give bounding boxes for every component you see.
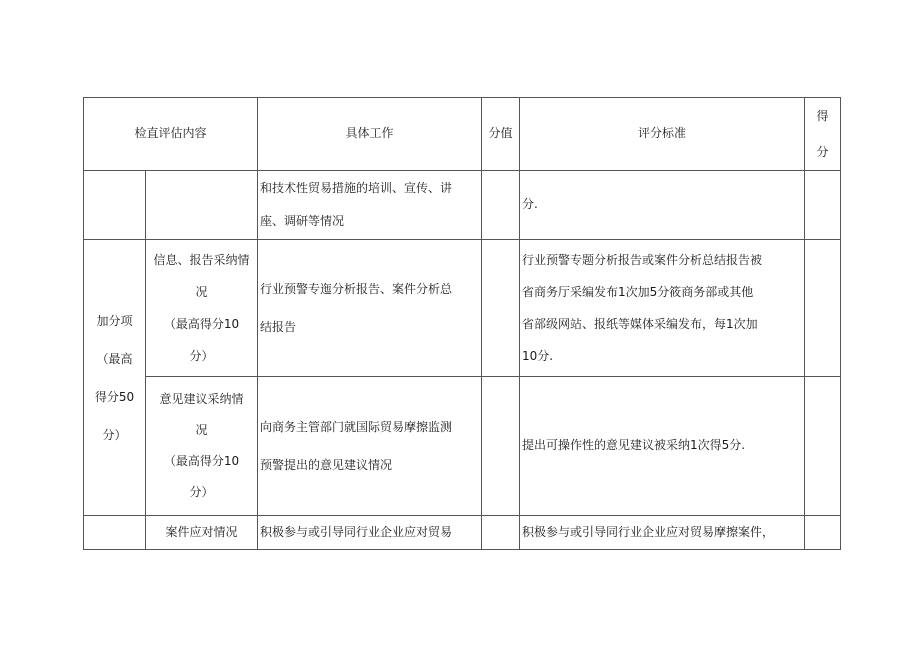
- header-check-content: 检直评估内容: [84, 98, 258, 171]
- row3-work-line2: 预警提出的意见建议情况: [260, 458, 393, 472]
- bonus-line4: 分）: [102, 427, 127, 442]
- row2-crit-line4: 10分.: [522, 349, 554, 363]
- row1-work-line1: 和技术性贸易措施的培训、宣传、讲: [260, 181, 453, 195]
- table-row: [84, 171, 841, 240]
- row2-work-line1: 行业预警专迤分析报告、案件分析总: [260, 282, 453, 296]
- row1-work-line2: 座、调研等情况: [260, 214, 345, 228]
- empty-cell: [805, 240, 841, 377]
- bonus-line2: （最高: [96, 351, 133, 366]
- empty-cell: [146, 171, 258, 240]
- row2-item-line3: （最高得分10: [163, 317, 240, 331]
- row3-work-line1: 向商务主管部门就国际贸易摩擦监测: [260, 420, 453, 434]
- header-score-value: 分值: [482, 98, 520, 171]
- empty-cell: [805, 516, 841, 550]
- row3-item-line2: 况: [195, 423, 208, 437]
- row4-work: 积极参与或引导同行业企业应对贸易: [258, 516, 482, 550]
- empty-cell: [805, 377, 841, 516]
- row2-crit-line1: 行业预警专题分析报告或案件分析总结报告被: [522, 253, 763, 267]
- table-row: [84, 516, 841, 550]
- empty-cell: [482, 171, 520, 240]
- row3-item-line1: 意见建议采纳情: [159, 392, 244, 406]
- row2-item-line2: 况: [195, 285, 208, 299]
- row3-item-line3: （最高得分10: [163, 454, 240, 468]
- header-score: [805, 98, 841, 171]
- empty-cell: [482, 377, 520, 516]
- empty-cell: [84, 171, 146, 240]
- empty-cell: [482, 240, 520, 377]
- empty-cell: [482, 516, 520, 550]
- row4-criteria: 积极参与或引导同行业企业应对贸易摩擦案件，: [520, 516, 805, 550]
- row3-criteria: 提出可操作性的意见建议被采纳1次得5分.: [520, 377, 805, 516]
- row3-item: [146, 377, 258, 516]
- row1-criteria: 分.: [520, 171, 805, 240]
- row2-crit-line3: 省部级网站、报纸等媒体采编发布，每1次加: [522, 317, 758, 331]
- row2-work: [258, 240, 482, 377]
- empty-cell: [805, 171, 841, 240]
- table-row: [84, 240, 841, 377]
- row1-work: [258, 171, 482, 240]
- row2-item-line4: 分）: [189, 349, 214, 363]
- header-score-line1: 得: [816, 109, 829, 123]
- row3-work: [258, 377, 482, 516]
- empty-cell: [84, 516, 146, 550]
- row3-item-line4: 分）: [189, 485, 214, 499]
- row2-criteria: [520, 240, 805, 377]
- table-header-row: [84, 98, 841, 171]
- row2-item: [146, 240, 258, 377]
- bonus-category: [84, 240, 146, 516]
- bonus-line1: 加分项: [96, 313, 133, 328]
- evaluation-table: [83, 97, 841, 550]
- row2-crit-line2: 省商务厅采编发布1次加5分筱商务部或其他: [522, 285, 754, 299]
- table-row: [84, 377, 841, 516]
- row2-item-line1: 信息、报告采纳情: [153, 253, 250, 267]
- header-score-line2: 分: [816, 145, 829, 159]
- header-criteria: 评分标准: [520, 98, 805, 171]
- bonus-line3: 得分50: [94, 389, 135, 404]
- row4-item: 案件应对情况: [146, 516, 258, 550]
- row2-work-line2: 结报告: [260, 320, 297, 334]
- header-work: 具体工作: [258, 98, 482, 171]
